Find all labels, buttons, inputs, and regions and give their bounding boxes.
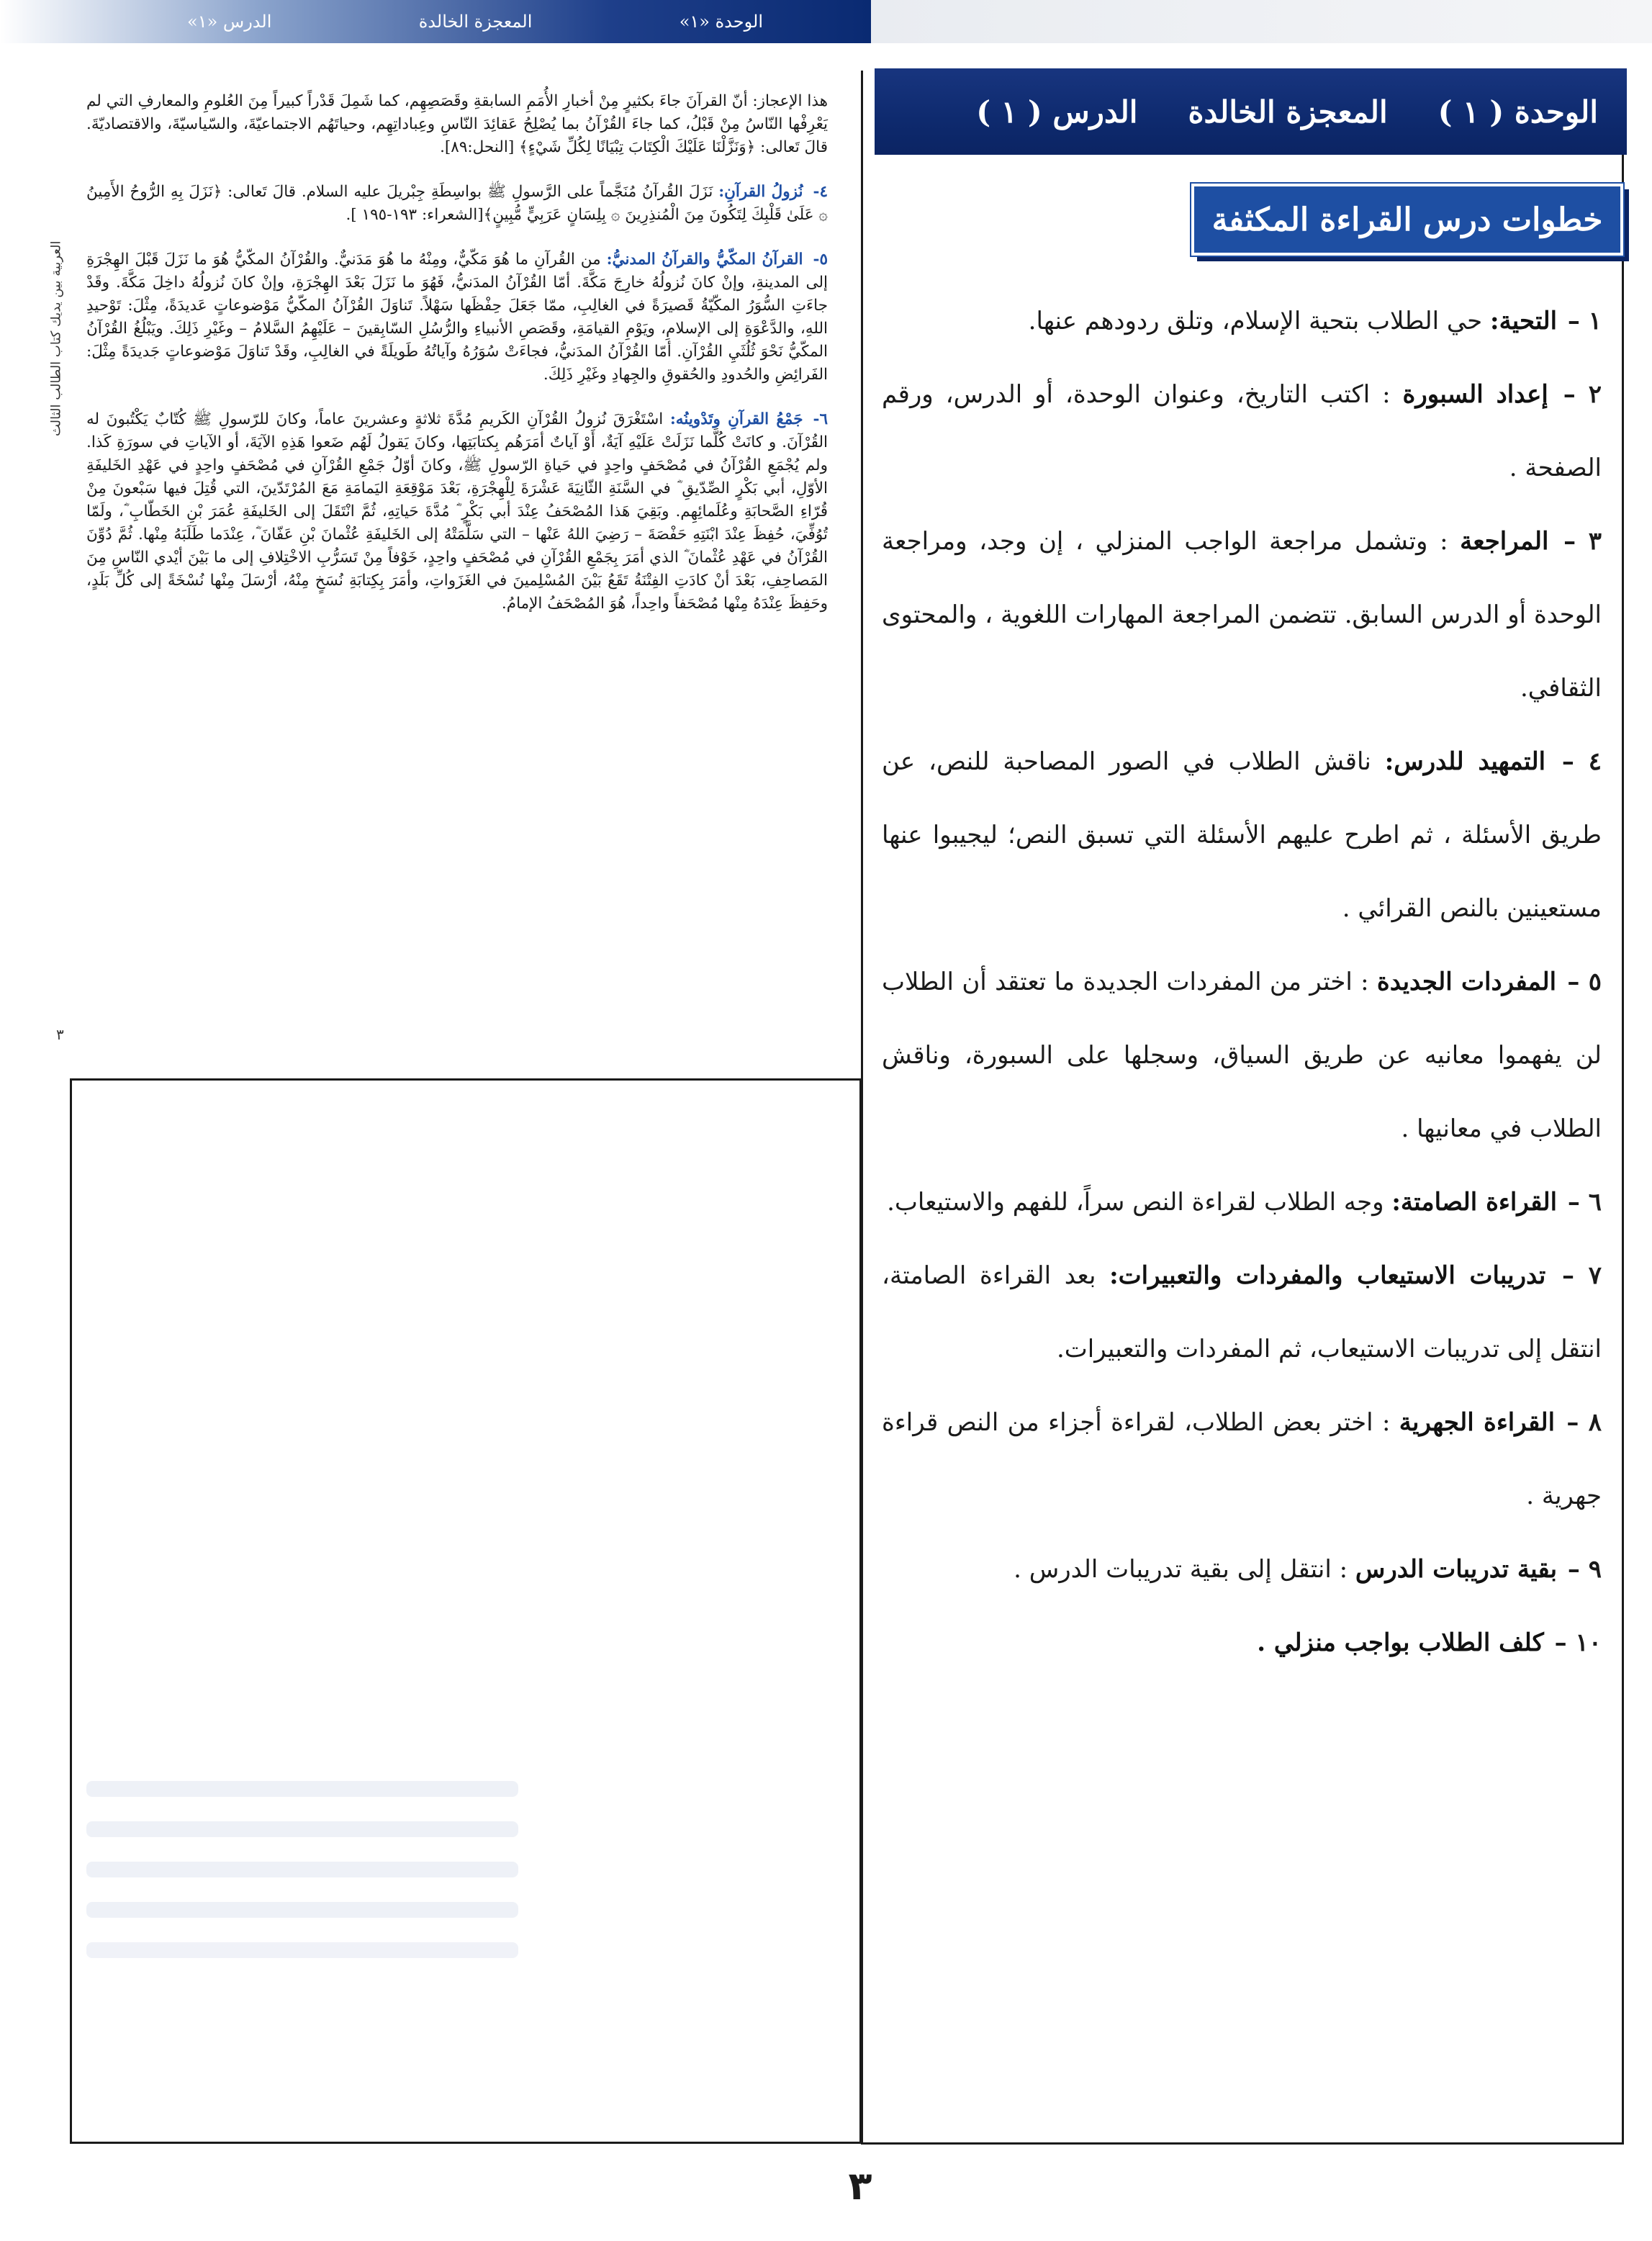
step-text: : اختر من المفردات الجديدة ما تعتقد أن الطلاب لن يفهموا معانيه عن طريق السياق، وسجلها على السبورة، وناقش الطلاب في معانيها . bbox=[882, 968, 1602, 1143]
step-text: حي الطلاب بتحية الإسلام، وتلق ردودهم عنها. bbox=[1028, 307, 1483, 335]
step-item bbox=[882, 725, 1602, 945]
step-number: ١ – bbox=[1567, 307, 1602, 335]
step-number: ٣ – bbox=[1563, 527, 1602, 556]
steps-list bbox=[882, 284, 1602, 1679]
commentary-number: ٥- bbox=[813, 251, 828, 269]
commentary-term: نُزولُ القرآنِ: bbox=[718, 183, 803, 201]
step-item bbox=[882, 1239, 1602, 1386]
step-text: : وتشمل مراجعة الواجب المنزلي ، إن وجد، ومراجعة الوحدة أو الدرس السابق. تتضمن المراجعة المهارات اللغوية ، والمحتوى الثقافي. bbox=[882, 527, 1602, 703]
commentary-paragraph-text: هذا الإعجاز: أنّ القرآنَ جاءَ بكثيرٍ مِنْ أخبارِ الأُمَمِ السابقةِ وقَصَصِهِم، كما شَمِلَ قَدْراً كبيراً مِنَ العُلومِ والمعارفِ التي لم يَعْرِفْها النّاسُ مِنْ قَبْلُ، كما جاءَ القُرْآنُ بما يُصْلِحُ عَقائِدَ النّاسِ وعِباداتِهِم، وحياتَهُم الاجتماعيّةَ، والسّياسيّةَ، والاقتصاديّةَ. قالَ تَعالى: ﴿وَنَزَّلْنَا عَلَيْكَ الْكِتَابَ تِبْيَانًا لِكُلِّ شَيْءٍ﴾ [النحل:٨٩]. bbox=[86, 92, 828, 156]
step-label: التحية: bbox=[1490, 307, 1558, 335]
step-text: : انتقل إلى بقية تدريبات الدرس . bbox=[1014, 1555, 1348, 1584]
step-number: ٧ – bbox=[1561, 1261, 1602, 1290]
commentary-text bbox=[86, 90, 828, 1055]
step-item bbox=[882, 945, 1602, 1165]
commentary-term: جَمْعُ القرآنِ وتَدْوينُه: bbox=[669, 410, 803, 428]
step-label: القراءة الصامتة: bbox=[1391, 1188, 1558, 1217]
step-label: القراءة الجهرية bbox=[1399, 1408, 1556, 1437]
column-divider bbox=[861, 71, 863, 2144]
commentary-paragraph bbox=[86, 248, 828, 387]
running-header-lesson: الدرس «١» bbox=[187, 12, 272, 32]
running-header-unit: الوحدة «١» bbox=[679, 12, 763, 32]
step-number: ٢ – bbox=[1563, 380, 1602, 409]
commentary-paragraph-text: اسْتَغْرَقَ نُزولُ القُرْآنِ الكَريمِ مُدَّةَ ثلاثةٍ وعشرينَ عاماً، وكانَ للرّسولِ ﷺ كُتّابٌ يَكْتُبونَ له القُرْآنَ. و كانَتْ كُلَّما نَزَلَتْ عَلَيْهِ آيَةٌ، أَوْ آياتٌ أمَرَهُم بِكتابَتِها، وكانَ يَقولُ لَهُم ضَعوا هَذِهِ الآيَةَ، أو الآياتِ في سورَةِ كَذا. ولم يُجْمَعِ القُرْآنُ في مُصْحَفٍ واحِدٍ في حَياةِ الرّسولِ ﷺ، وكانَ أوّلُ جَمْعِ القُرْآنِ في مُصْحَفٍ واحِدٍ في عَهْدِ الخَليفَةِ الأوّلِ، أبي بَكْرٍ الصِّدّيقِ ؓ في السَّنَةِ الثّانِيَةَ عَشْرَةَ لِلْهِجْرَةِ، بَعْدَ مَوْقِعَةِ اليَمامَةِ مَعَ المُرْتَدّينَ، التي قُتِلَ فيها سَبْعونَ مِنْ قُرّاءِ الصَّحابَةِ وعُلَمائِهِم. وبَقِيَ هَذا المُصْحَفُ عِنْدَ أبي بَكْرٍ ؓ مُدَّةَ حَياتِهِ، ثُمَّ انْتَقَلَ إلى الخَليفَةِ عُمَرَ بْنِ الخَطّابِ ؓ، ولَمّا تُوُفِّيَ، حُفِظَ عِنْدَ ابْنَتِهِ حَفْصَةَ – رَضِيَ اللهُ عَنْها – التي سَلَّمَتْهُ إلى الخَليفَةِ عُثْمانَ بْنِ عَفّانَ ؓ، عِنْدَما طَلَبَهُ مِنْها. ثُمَّ دُوِّنَ القُرْآنُ في عَهْدِ عُثْمانَ ؓ الذي أمَرَ بِجَمْعِ القُرْآنِ في مُصْحَفٍ واحِدٍ، خَوْفاً مِنْ تَسَرُّبِ الاخْتِلافِ إلى ما بَيْنَ أيْدي النّاسِ مِنَ المَصاحِفِ، بَعْدَ أنْ كادَتِ الفِتْنَةُ تَقَعُ بَيْنَ المُسْلِمينَ في الغَزَواتِ، وأمَرَ بِكِتابَةِ نُسَخٍ مِنْهُ، أرْسَلَ مِنْها نُسْخَةً إلى كُلِّ بَلَدٍ، وحَفِظَ عِنْدَهُ مِنْها مُصْحَفاً واحِداً، هُوَ المُصْحَفُ الإمامُ. bbox=[86, 410, 828, 613]
step-item bbox=[882, 358, 1602, 505]
step-item bbox=[882, 1606, 1602, 1679]
step-number: ٤ – bbox=[1561, 747, 1602, 776]
commentary-term: القرآنُ المكّيُّ والقرآنُ المدنيُّ: bbox=[606, 251, 803, 269]
commentary-paragraph-text: من القُرآنِ ما هُوَ مَكّيٌّ، ومِنْهُ ما هُوَ مَدَنيٌّ. والقُرْآنُ المكّيُّ هُوَ ما نَزَلَ قَبْلَ الهِجْرَةِ إلى المدينةِ، وإنْ كانَ نُزولُهُ خارِجَ مَكَّةَ. أمّا القُرْآنُ المدَنيُّ، فَهُوَ ما نَزَلَ بَعْدَ الهِجْرَةِ، وإنْ كانَ نُزولُهُ داخِلَ مَكَّةَ. وقَدْ جاءَتِ السُّوَرُ المكّيّةُ قَصيرَةً في الغالِبِ، ممّا جَعَلَ حِفْظَها سَهْلاً. تَناوَلَ القُرْآنُ المكّيُّ مَوْضوعاتٍ عَديدَةً، مِثْلَ: تَوْحيدِ اللهِ، والدَّعْوَةِ إلى الإسلامِ، ويَوْمِ القيامَةِ، وقَصَصِ الأنبياءِ والرُّسُلِ السّابِقينَ – عَلَيْهِمُ السَّلامُ – وغَيْرِ ذَلِكَ. ويَبْلُغُ القُرْآنُ المكّيُّ نَحْوَ ثُلُثَيِ القُرْآنِ. أمّا القُرْآنُ المدَنيُّ، فجاءَتْ سُوَرُهُ وآياتُهُ طَويلَةً في الغالِبِ، وقَدْ تَناوَلَ مَوْضوعاتٍ جَديدَةً مِثْلَ: الفَرائِضِ والحُدودِ والحُقوقِ والجِهادِ وغَيْرِ ذَلِكَ. bbox=[86, 251, 828, 384]
step-item bbox=[882, 1533, 1602, 1606]
step-text: : اكتب التاريخ، وعنوان الوحدة، أو الدرس، ورقم الصفحة . bbox=[882, 380, 1602, 482]
step-label: كلف الطلاب بواجب منزلي . bbox=[1257, 1628, 1544, 1657]
commentary-number: ٦- bbox=[813, 410, 828, 428]
faded-show-through bbox=[86, 1757, 518, 2030]
step-text: ناقش الطلاب في الصور المصاحبة للنص، عن طريق الأسئلة ، ثم اطرح عليهم الأسئلة التي تسبق النص؛ ليجيبوا عنها مستعينين بالنص القرائي . bbox=[882, 747, 1602, 923]
step-label: التمهيد للدرس: bbox=[1384, 747, 1546, 776]
step-item bbox=[882, 1165, 1602, 1239]
step-item bbox=[882, 1386, 1602, 1533]
step-label: بقية تدريبات الدرس bbox=[1355, 1555, 1558, 1584]
commentary-number: ٤- bbox=[813, 183, 828, 201]
commentary-paragraph bbox=[86, 408, 828, 616]
step-number: ٦ – bbox=[1567, 1188, 1602, 1217]
step-item bbox=[882, 505, 1602, 725]
unit-banner bbox=[875, 68, 1627, 155]
step-label: تدريبات الاستيعاب والمفردات والتعبيرات: bbox=[1109, 1261, 1546, 1290]
step-number: ١٠ – bbox=[1554, 1628, 1602, 1657]
step-text: : اختر بعض الطلاب، لقراءة أجزاء من النص قراءة جهرية . bbox=[882, 1408, 1602, 1510]
side-spine-label: العربية بين يديك كتاب الطالب الثالث bbox=[48, 240, 64, 436]
step-number: ٩ – bbox=[1567, 1555, 1602, 1584]
page-number: ٣ bbox=[848, 2163, 872, 2209]
step-label: المراجعة bbox=[1460, 527, 1549, 556]
banner-theme: المعجزة الخالدة bbox=[1188, 94, 1388, 130]
step-item bbox=[882, 284, 1602, 358]
step-number: ٨ – bbox=[1566, 1408, 1602, 1437]
step-text: وجه الطلاب لقراءة النص سراً، للفهم والاستيعاب. bbox=[887, 1188, 1384, 1217]
banner-lesson: الدرس ( ١ ) bbox=[976, 94, 1138, 130]
banner-unit: الوحدة ( ١ ) bbox=[1437, 94, 1598, 130]
step-number: ٥ – bbox=[1567, 968, 1602, 996]
steps-title: خطوات درس القراءة المكثفة bbox=[1191, 184, 1623, 256]
commentary-paragraph bbox=[86, 90, 828, 159]
step-text: بعد القراءة الصامتة، انتقل إلى تدريبات الاستيعاب، ثم المفردات والتعبيرات. bbox=[882, 1261, 1602, 1363]
step-label: المفردات الجديدة bbox=[1376, 968, 1557, 996]
step-label: إعداد السبورة bbox=[1402, 380, 1548, 409]
side-page-number: ٣ bbox=[56, 1026, 64, 1043]
top-header-strip-right bbox=[871, 0, 1652, 43]
bottom-rule bbox=[861, 2142, 1624, 2145]
running-header-theme: المعجزة الخالدة bbox=[418, 12, 533, 32]
running-header bbox=[187, 7, 763, 36]
commentary-paragraph-text: نَزَلَ القُرآنُ مُنَجَّماً على الرَّسولِ ﷺ بواسِطَةِ جِبْريلَ عليه السلام. قالَ تَعالى: ﴿نَزَلَ بِهِ الرُّوحُ الأَمِينُ ۞ عَلَىٰ قَلْبِكَ لِتَكُونَ مِنَ الْمُنذِرِينَ ۞ بِلِسَانٍ عَرَبِيٍّ مُّبِينٍ﴾[الشعراء: ١٩٣-١٩٥ ]. bbox=[86, 183, 828, 224]
commentary-paragraph bbox=[86, 181, 828, 227]
